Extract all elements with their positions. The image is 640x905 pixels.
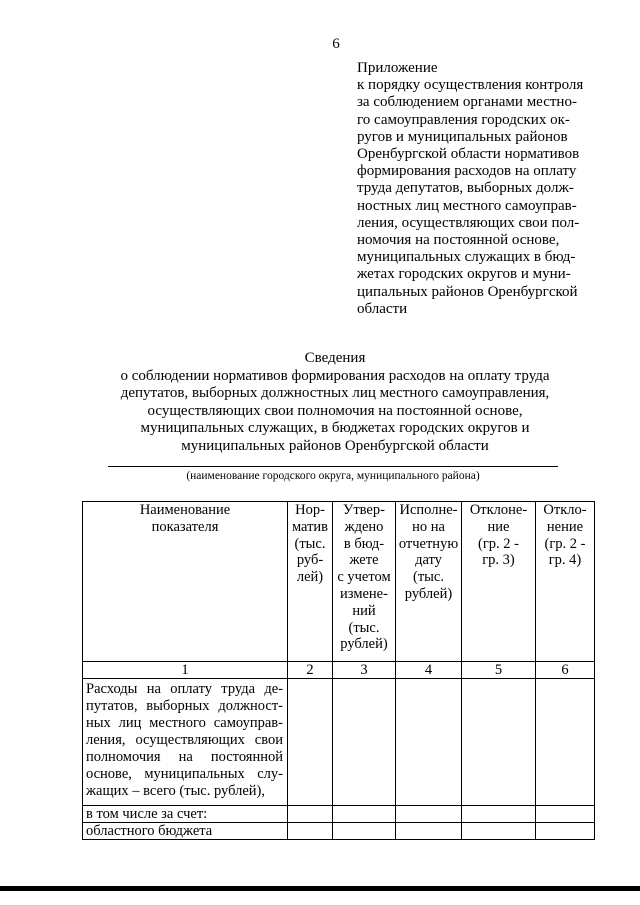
appendix-line: области: [357, 300, 408, 317]
value-cell[interactable]: [462, 823, 536, 840]
appendix-line: го самоуправления городских ок-: [357, 111, 570, 128]
appendix-block: [357, 60, 617, 318]
appendix-line: труда депутатов, выборных долж-: [357, 180, 574, 197]
appendix-line: ципальных районов Оренбургской: [357, 283, 578, 300]
appendix-line: ностных лиц местного самоуправ-: [357, 197, 577, 214]
name-field-caption: (наименование городского округа, муниципального района): [186, 470, 480, 482]
column-number-row: [83, 662, 595, 679]
column-number: 1: [83, 662, 288, 679]
appendix-line: за соблюдением органами местно-: [357, 94, 577, 111]
header-indicator-name: Наименование показателя: [83, 502, 288, 662]
value-cell[interactable]: [333, 823, 396, 840]
value-cell[interactable]: [288, 806, 333, 823]
row-label-regional-budget: областного бюджета: [83, 823, 288, 840]
appendix-line: жетах городских округов и муни-: [357, 266, 571, 283]
column-number: 3: [333, 662, 396, 679]
value-cell[interactable]: [536, 679, 595, 806]
header-norm: Нор- матив (тыс. руб- лей): [288, 502, 333, 662]
title-line: осуществляющих свои полномочия на постоянной основе,: [147, 402, 523, 419]
value-cell[interactable]: [396, 823, 462, 840]
appendix-line: к порядку осуществления контроля: [357, 77, 584, 94]
title-line: муниципальных служащих, в бюджетах городских округов и: [140, 420, 530, 437]
value-cell[interactable]: [333, 806, 396, 823]
table-header-row: [83, 502, 595, 662]
row-label-including: в том числе за счет:: [83, 806, 288, 823]
value-cell[interactable]: [288, 679, 333, 806]
column-number: 4: [396, 662, 462, 679]
name-underline[interactable]: [108, 466, 558, 467]
appendix-line: номочия на постоянной основе,: [357, 232, 560, 249]
report-table: [82, 501, 595, 840]
page-number: 6: [332, 36, 340, 52]
header-executed: Исполне- но на отчетную дату (тыс. рублей): [396, 502, 462, 662]
page-bottom-rule: [0, 886, 640, 891]
title-line: муниципальных районов Оренбургской области: [181, 437, 489, 454]
title-line: депутатов, выборных должностных лиц местного самоуправления,: [120, 385, 550, 402]
value-cell[interactable]: [462, 806, 536, 823]
value-cell[interactable]: [536, 806, 595, 823]
column-number: 5: [462, 662, 536, 679]
appendix-line: Оренбургской области нормативов: [357, 146, 580, 163]
title-heading: Сведения: [304, 350, 366, 366]
table-row: [83, 679, 595, 806]
title-line: о соблюдении нормативов формирования расходов на оплату труда: [120, 367, 550, 384]
table-row: [83, 823, 595, 840]
appendix-line: ругов и муниципальных районов: [357, 128, 568, 145]
value-cell[interactable]: [333, 679, 396, 806]
header-deviation-2-4: Откло- нение (гр. 2 - гр. 4): [536, 502, 595, 662]
value-cell[interactable]: [396, 679, 462, 806]
value-cell[interactable]: [288, 823, 333, 840]
appendix-line: формирования расходов на оплату: [357, 163, 577, 180]
table-row: [83, 806, 595, 823]
appendix-line: ления, осуществляющих свои пол-: [357, 214, 580, 231]
column-number: 2: [288, 662, 333, 679]
row-label-total-expenses: Расходы на оплату труда де- путатов, выборных должност- ных лиц местного самоуправ- ления, осуществляющих свои полномочия на постоянной основе, муниципальных слу- жащих – всего (тыс. рублей),: [83, 679, 288, 806]
header-deviation-2-3: Отклоне- ние (гр. 2 - гр. 3): [462, 502, 536, 662]
document-title: [80, 350, 590, 456]
appendix-line: Приложение: [357, 60, 438, 76]
value-cell[interactable]: [462, 679, 536, 806]
value-cell[interactable]: [536, 823, 595, 840]
column-number: 6: [536, 662, 595, 679]
header-approved: Утвер- ждено в бюд- жете с учетом измене- ний (тыс. рублей): [333, 502, 396, 662]
appendix-line: муниципальных служащих в бюд-: [357, 249, 576, 266]
value-cell[interactable]: [396, 806, 462, 823]
